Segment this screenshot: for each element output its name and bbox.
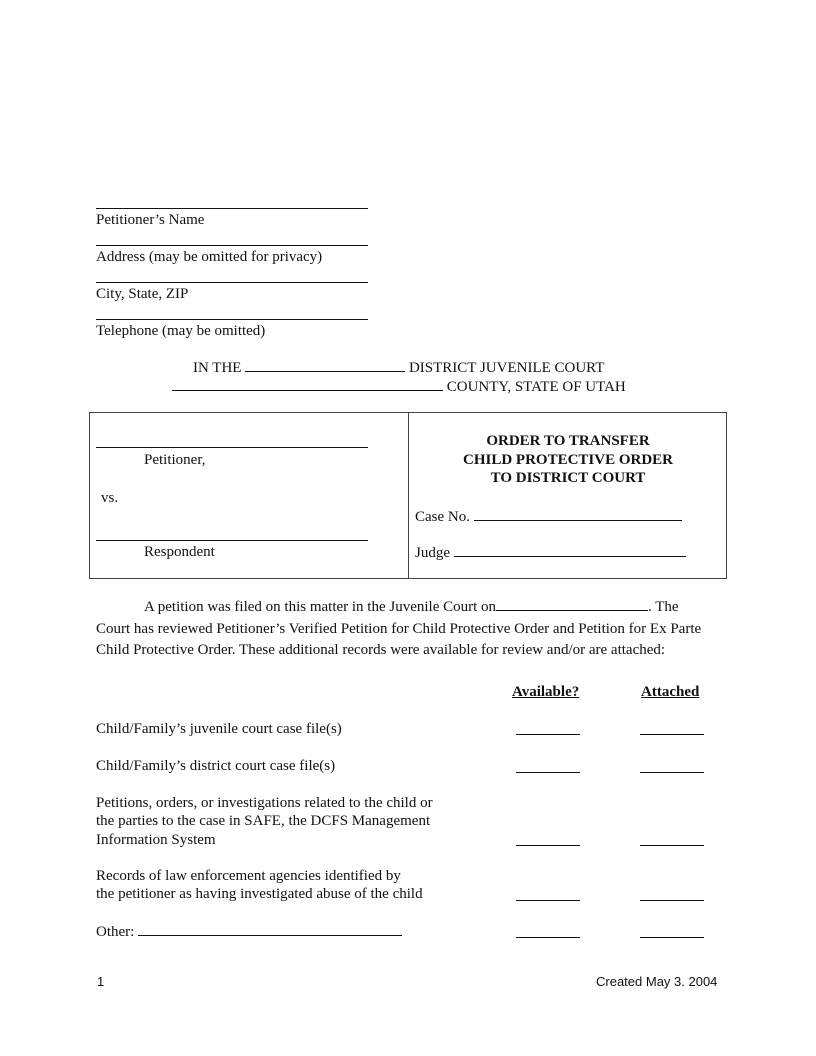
other-attached-blank[interactable]: [640, 937, 704, 938]
safe-available-blank[interactable]: [516, 845, 580, 846]
court-line-2: [172, 377, 626, 396]
city-state-zip-line[interactable]: [96, 282, 368, 283]
respondent-party-line[interactable]: [96, 540, 368, 541]
address-line[interactable]: [96, 245, 368, 246]
other-description-blank[interactable]: [138, 922, 402, 936]
case-no-row: [415, 507, 682, 526]
district-attached-blank[interactable]: [640, 772, 704, 773]
page-number: 1: [97, 974, 105, 989]
paragraph-start: A petition was filed on this matter in the Juvenile Court on: [144, 599, 497, 615]
court-line-1: [193, 358, 604, 377]
available-column-header: Available?: [512, 684, 580, 700]
attached-column-header: Attached: [641, 684, 700, 700]
record-row-safe-line-1: Petitions, orders, or investigations related to the child or: [96, 795, 433, 811]
case-no-blank[interactable]: [474, 507, 682, 521]
petitioner-name-label: Petitioner’s Name: [96, 212, 205, 228]
judge-row: [415, 543, 686, 562]
court-suffix: DISTRICT JUVENILE COURT: [408, 360, 605, 376]
record-row-safe-line-2: the parties to the case in SAFE, the DCFS Management: [96, 813, 431, 829]
record-row-law-line-1: Records of law enforcement agencies identified by: [96, 868, 401, 884]
district-available-blank[interactable]: [516, 772, 580, 773]
telephone-label: Telephone (may be omitted): [96, 323, 266, 339]
petition-date-blank[interactable]: [496, 597, 648, 611]
district-blank[interactable]: [245, 358, 405, 372]
other-available-blank[interactable]: [516, 937, 580, 938]
judge-blank[interactable]: [454, 543, 686, 557]
vs-label: vs.: [101, 490, 119, 506]
judge-label: Judge: [415, 545, 450, 561]
order-title-line-2: CHILD PROTECTIVE ORDER: [462, 452, 674, 468]
safe-attached-blank[interactable]: [640, 845, 704, 846]
record-row-district: Child/Family’s district court case file(s): [96, 758, 336, 774]
petition-paragraph: [96, 597, 716, 662]
petitioner-name-line[interactable]: [96, 208, 368, 209]
paragraph-end: . The Court has reviewed Petitioner’s Verified Petition for Child Protective Order and Petition for Ex Parte Child Protective Order. These additional records were available for review and/or are attached:: [96, 599, 702, 658]
created-date: Created May 3. 2004: [596, 974, 718, 989]
law-available-blank[interactable]: [516, 900, 580, 901]
record-row-safe-line-3: Information System: [96, 832, 216, 848]
juvenile-available-blank[interactable]: [516, 734, 580, 735]
city-state-zip-label: City, State, ZIP: [96, 286, 189, 302]
order-title-line-3: TO DISTRICT COURT: [490, 470, 646, 486]
telephone-line[interactable]: [96, 319, 368, 320]
law-attached-blank[interactable]: [640, 900, 704, 901]
court-prefix: IN THE: [193, 360, 242, 376]
juvenile-attached-blank[interactable]: [640, 734, 704, 735]
petitioner-party-line[interactable]: [96, 447, 368, 448]
record-row-law-line-2: the petitioner as having investigated abuse of the child: [96, 886, 423, 902]
petitioner-party-label: Petitioner,: [144, 452, 206, 468]
order-title-line-1: ORDER TO TRANSFER: [486, 433, 650, 449]
record-row-other: [96, 922, 402, 941]
county-blank[interactable]: [172, 377, 443, 391]
county-suffix: COUNTY, STATE OF UTAH: [446, 379, 626, 395]
respondent-party-label: Respondent: [144, 544, 215, 560]
address-label: Address (may be omitted for privacy): [96, 249, 323, 265]
other-label: Other:: [96, 924, 135, 940]
record-row-juvenile: Child/Family’s juvenile court case file(s): [96, 721, 342, 737]
case-no-label: Case No.: [415, 509, 470, 525]
